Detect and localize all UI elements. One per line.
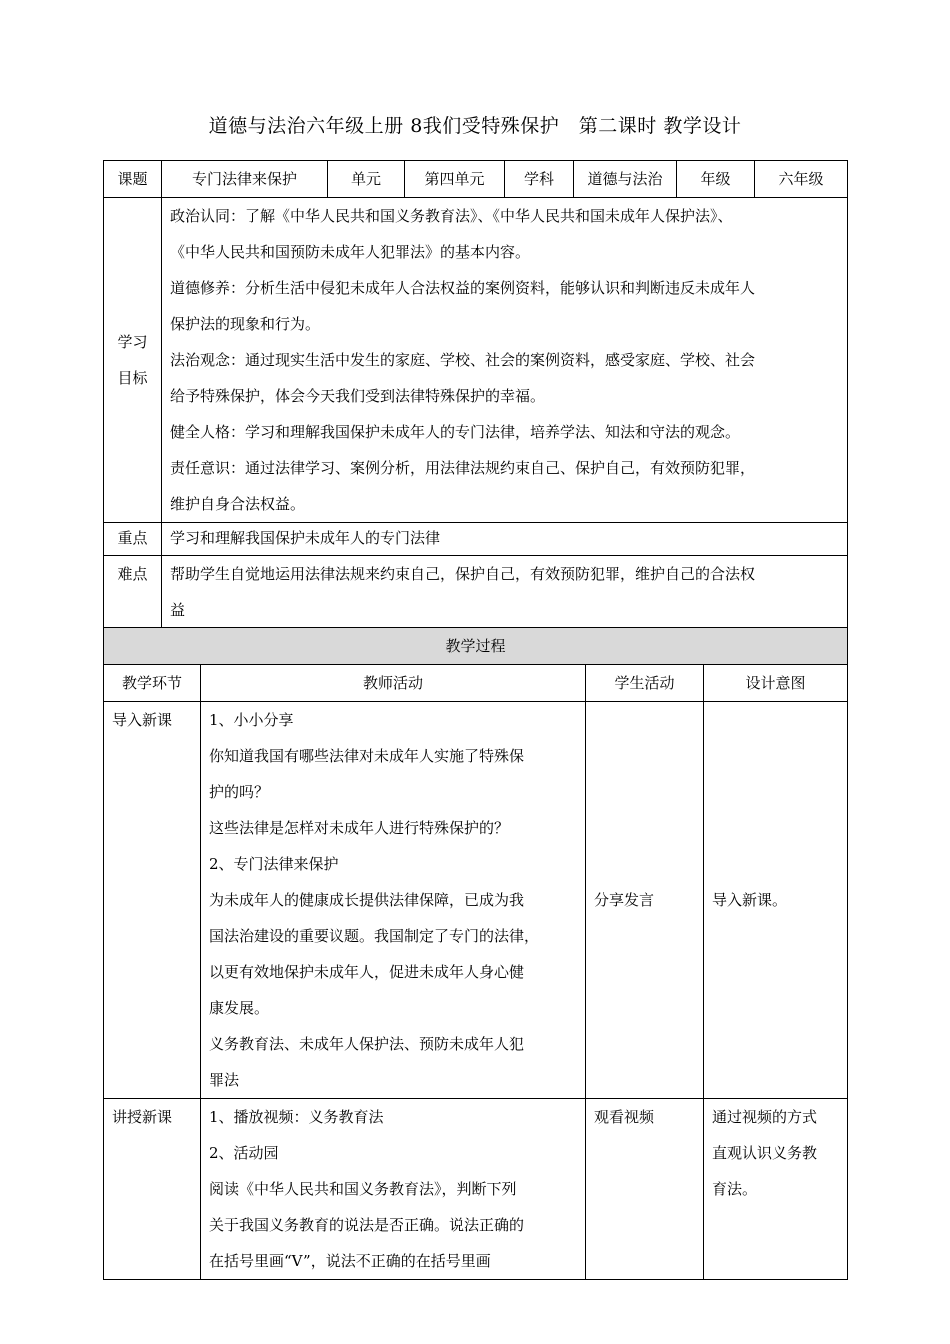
column-header: 学生活动 xyxy=(586,665,704,702)
teacher-line: 1、小小分享 xyxy=(209,711,294,729)
teaching-process-table xyxy=(103,627,848,1280)
student-activity-cell: 分享发言 xyxy=(586,702,704,1099)
teacher-line: 罪法 xyxy=(209,1071,240,1089)
goal-line: 道德修养：分析生活中侵犯未成年人合法权益的案例资料，能够认识和判断违反未成年人 xyxy=(170,279,756,297)
goal-line: 维护自身合法权益。 xyxy=(170,495,306,513)
unit-label: 单元 xyxy=(328,161,405,198)
intent-line: 育法。 xyxy=(712,1180,758,1198)
goals-label-line: 学习 xyxy=(117,333,148,351)
intent-line: 导入新课。 xyxy=(712,891,788,909)
process-header-row xyxy=(104,628,848,665)
goal-line: 保护法的现象和行为。 xyxy=(170,315,321,333)
teacher-line: 2、活动园 xyxy=(209,1144,279,1162)
teacher-line: 义务教育法、未成年人保护法、预防未成年人犯 xyxy=(209,1035,525,1053)
process-row-intro xyxy=(104,702,848,1099)
teacher-line: 2、专门法律来保护 xyxy=(209,855,339,873)
goal-line: 法治观念：通过现实生活中发生的家庭、学校、社会的案例资料，感受家庭、学校、社会 xyxy=(170,351,756,369)
intent-line: 直观认识义务教 xyxy=(712,1144,818,1162)
goals-label xyxy=(104,198,162,523)
teacher-line: 在括号里画“V”，说法不正确的在括号里画 xyxy=(209,1252,491,1270)
topic-label: 课题 xyxy=(104,161,162,198)
teacher-line: 护的吗？ xyxy=(209,783,270,801)
difficulty-line: 帮助学生自觉地运用法律法规来约束自己，保护自己，有效预防犯罪，维护自己的合法权 xyxy=(170,565,756,583)
teacher-line: 康发展。 xyxy=(209,999,270,1017)
teacher-line: 国法治建设的重要议题。我国制定了专门的法律， xyxy=(209,927,540,945)
document-title: 道德与法治六年级上册 8我们受特殊保护 第二课时 教学设计 xyxy=(208,115,742,137)
stage-cell: 讲授新课 xyxy=(104,1099,201,1280)
subject-label: 学科 xyxy=(505,161,574,198)
teacher-line: 关于我国义务教育的说法是否正确。说法正确的 xyxy=(209,1216,525,1234)
key-point-text: 学习和理解我国保护未成年人的专门法律 xyxy=(162,523,848,556)
goals-content xyxy=(162,198,848,523)
key-point-row xyxy=(104,523,848,556)
goals-row xyxy=(104,198,848,523)
difficulty-row xyxy=(104,556,848,630)
grade-label: 年级 xyxy=(677,161,755,198)
topic-value: 专门法律来保护 xyxy=(162,161,328,198)
goal-line: 给予特殊保护，体会今天我们受到法律特殊保护的幸福。 xyxy=(170,387,546,405)
student-activity-cell: 观看视频 xyxy=(586,1099,704,1280)
column-header: 设计意图 xyxy=(704,665,848,702)
grade-value: 六年级 xyxy=(755,161,848,198)
teacher-line: 这些法律是怎样对未成年人进行特殊保护的？ xyxy=(209,819,510,837)
goals-label-line: 目标 xyxy=(117,369,148,387)
difficulty-text xyxy=(162,556,848,630)
difficulty-line: 益 xyxy=(170,601,186,619)
teacher-activity-cell xyxy=(201,1099,586,1280)
subject-value: 道德与法治 xyxy=(574,161,677,198)
lesson-info-table xyxy=(103,160,848,630)
column-header: 教学环节 xyxy=(104,665,201,702)
goal-line: 政治认同：了解《中华人民共和国义务教育法》、《中华人民共和国未成年人保护法》、 xyxy=(170,207,733,225)
key-point-label: 重点 xyxy=(104,523,162,556)
teacher-line: 阅读《中华人民共和国义务教育法》，判断下列 xyxy=(209,1180,517,1198)
goal-line: 健全人格：学习和理解我国保护未成年人的专门法律，培养学法、知法和守法的观念。 xyxy=(170,423,741,441)
column-header: 教师活动 xyxy=(201,665,586,702)
difficulty-label: 难点 xyxy=(104,556,162,630)
teacher-activity-cell xyxy=(201,702,586,1099)
teacher-line: 1、播放视频：义务教育法 xyxy=(209,1108,384,1126)
teacher-line: 以更有效地保护未成年人，促进未成年人身心健 xyxy=(209,963,525,981)
unit-value: 第四单元 xyxy=(405,161,505,198)
goal-line: 《中华人民共和国预防未成年人犯罪法》的基本内容。 xyxy=(170,243,531,261)
process-columns-row xyxy=(104,665,848,702)
info-row xyxy=(104,161,848,198)
goal-line: 责任意识：通过法律学习、案例分析，用法律法规约束自己、保护自己，有效预防犯罪， xyxy=(170,459,756,477)
process-header: 教学过程 xyxy=(104,628,848,665)
design-intent-cell xyxy=(704,1099,848,1280)
teacher-line: 你知道我国有哪些法律对未成年人实施了特殊保 xyxy=(209,747,525,765)
stage-cell: 导入新课 xyxy=(104,702,201,1099)
teacher-line: 为未成年人的健康成长提供法律保障，已成为我 xyxy=(209,891,525,909)
intent-line: 通过视频的方式 xyxy=(712,1108,818,1126)
design-intent-cell xyxy=(704,702,848,1099)
process-row-teaching xyxy=(104,1099,848,1280)
